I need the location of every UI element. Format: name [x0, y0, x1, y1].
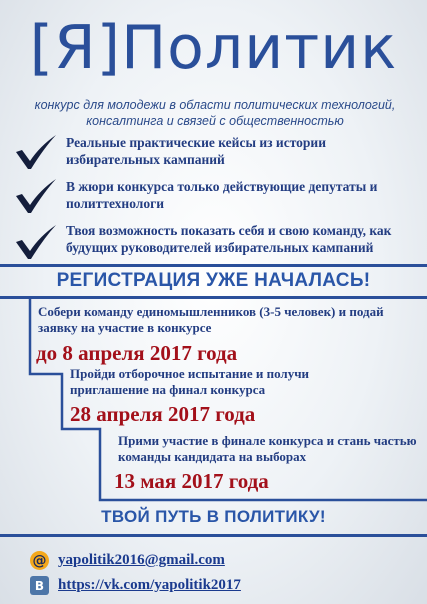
bullet-text: В жюри конкурса только действующие депутаты и политтехнологи	[66, 179, 378, 211]
step-3-date: 13 мая 2017 года	[114, 469, 269, 493]
bullet-text: Реальные практические кейсы из истории избирательных кампаний	[66, 135, 326, 167]
divider-bottom	[0, 534, 427, 537]
email-icon: @	[30, 551, 49, 570]
logo: [Я]Политик	[29, 13, 398, 83]
subtitle-line-1: конкурс для молодежи в области политических технологий,	[34, 98, 396, 112]
step-1-date: до 8 апреля 2017 года	[36, 341, 238, 365]
subtitle-line-2: консалтинга и связей с общественностью	[86, 114, 344, 128]
vk-link[interactable]: https://vk.com/yapolitik2017	[58, 577, 241, 593]
step-2-text: Пройди отборочное испытание и получи приглашение на финал конкурса	[70, 366, 310, 397]
slogan: ТВОЙ ПУТЬ В ПОЛИТИКУ!	[101, 507, 326, 526]
step-3-text: Прими участие в финале конкурса и стань частью команды кандидата на выборах	[118, 433, 417, 464]
step-1-text: Собери команду единомышленников (3-5 человек) и подай заявку на участие в конкурсе	[38, 304, 384, 335]
vk-icon: В	[30, 576, 49, 595]
bullet-text: Твоя возможность показать себя и свою команду, как будущих руководителей избирательных кампаний	[66, 223, 392, 255]
email-link[interactable]: yapolitik2016@gmail.com	[58, 552, 225, 568]
registration-banner: РЕГИСТРАЦИЯ УЖЕ НАЧАЛАСЬ!	[56, 270, 371, 291]
step-2-date: 28 апреля 2017 года	[70, 402, 256, 426]
